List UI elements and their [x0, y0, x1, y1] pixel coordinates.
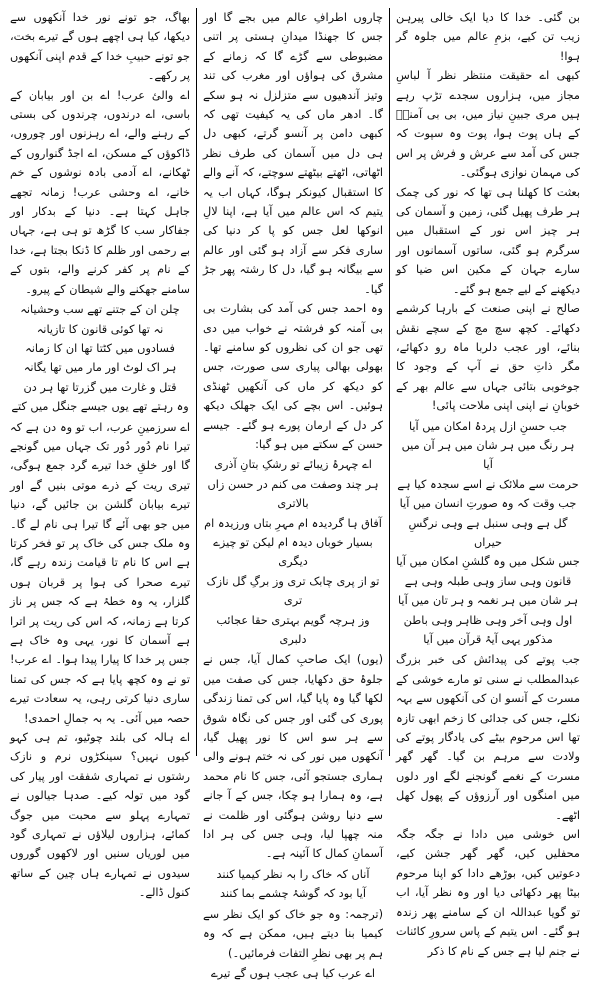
- verse-line: آناں کہ خاک را بہ نظر کیمیا کنند: [216, 867, 370, 881]
- paragraph: کبھی اے حقیقت منتظر نظر آ لباسِ مجاز میں، ہزاروں سجدے تڑپ رہے ہیں مری جبینِ نیاز میں، بی بی آمنہؓ کے ہاں پوت ہوا، پوت وہ سپوت کہ جس کی آمد سے عرش و فرش پر اس کی مہمان نوازی ہوگئی۔: [396, 69, 580, 180]
- verse-line: جس شکل میں وہ گلشنِ امکان میں آیا: [396, 555, 580, 569]
- verse-line: ہر چند وصفت می کنم در حسن زاں بالاتری: [207, 477, 379, 511]
- paragraph: صالح نے اپنی صنعت کے بارہا کرشمے دکھائے۔ کچھ سچ مچ کے سچے نقش بنائے، اور عجب دلربا ماہ رو دکھائے، مگر ذاتِ حق نے آپ کے وجود کا جوخوبی بتائی جہاں سے عالم بھر کے خوبانِ نے اپنی اپنی ملاحت پائی!: [396, 302, 580, 413]
- paragraph: بن گئی۔ خدا کا دیا ایک خالی پیرہن زیب تن کیے، بزمِ عالم میں جلوہ گر ہوا!: [396, 11, 580, 63]
- verse-line: آیا بود کہ گوشۂ چشمے بما کنند: [219, 887, 367, 901]
- verse-line: تو از پری چابک تری وز برگِ گل نازک تری: [206, 574, 380, 608]
- verse-line: نہ تھا کوئی قانون کا تازیانہ: [36, 322, 164, 336]
- paragraph: چاروں اطرافِ عالم میں بجے گا اور جس کا جھنڈا میدانِ ہستی پر اتنی مضبوطی سے گڑے گا کہ زمانے کے مشرق کی ہواؤں اور مغرب کی تند وتیز آندھیوں سے متزلزل نہ ہو سکے گا۔ ادھر ماں کی یہ کیفیت تھی کہ کبھی دامن پر آنسو گرتے، کبھی دل ہی دل میں آسمان کی طرف نظر اٹھاتی، اٹھتے بیٹھتے سوچتے، کہ آنے والے کا استقبال کیونکر ہوگا، کہاں اب یہ یتیم کہ اس عالم میں آیا ہے، اپنا لالِ انوکھا لعل جس کو پا کر دنیا کی ساری فکر سے آزاد ہو گئی اور عالم سے بیگانہ ہو گیا، دل کا رشتہ پھر جڑ گیا۔: [203, 11, 383, 296]
- verse-line: قانون وہی ساز وہی طبلہ وہی ہے: [404, 574, 572, 588]
- verse-line: اے چہرۂ زیبائے تو رشکِ بتانِ آذری: [214, 458, 372, 472]
- paragraph: (یوں) ایک صاحبِ کمال آیا، جس نے جلوۂ حق دکھایا، جس کی صفت میں لکھا گیا وہ پایا گیا، اس کی تمنا زندگی پوری کی گئی اور جس کی نگاہ شوق سے ہر سو اس کا نور پھیل گیا، آنکھوں میں نور کی نہ ختم ہونے والی ہماری جستجو آئی، جس کا نام محمد ہے، وہ ہمارا ہو چکا، جس کے آ جانے سے دنیا روشن ہوگئی اور ظلمت نے منہ چھپا لیا، وہی جس کی ہر ادا آسمانِ کمال کا آئینہ ہے۔: [203, 653, 383, 861]
- paragraph: جب پوتے کی پیدائش کی خبر بزرگ عبدالمطلب نے سنی تو مارے خوشی کے مسرت کے آنسو ان کی آنکھوں سے بہہ نکلے، جس کی جدائی کا زخم ابھی تازہ تھا اس مرحوم بیٹے کی یادگار پوتے کی ولادت سے مرہم بن گیا۔ گھر گھر مسرت کے نغمے گونجنے لگے اور دلوں میں امنگوں اور آرزوؤں کے پھول کھل اٹھے۔: [396, 653, 580, 822]
- verse-line: حرمت سے ملائک نے اسے سجدہ کیا ہے: [397, 477, 579, 491]
- paragraph: (ترجمہ: وہ جو خاک کو ایک نظر سے کیمیا بنا دیتے ہیں، ممکن ہے کہ وہ ہم پر بھی نظرِ التفات فرمائیں۔): [203, 907, 383, 960]
- paragraph: اے ہالہ کی بلند چوٹیو، تم ہی کہو کیوں نہیں؟ سینکڑوں نرم و نازک رشتوں نے تمہاری شفقت اور پیار کی گود میں تولہ کیے۔ صدہا جیالوں نے تمہارے پہلو سے محبت میں جوگ کمائے، ہزاروں لیلاؤں نے تمہاری گود میں لوریاں سنیں اور لاکھوں گوروں سیدوں نے تمہارے ہاں چین کے ساتھ کنول ڈالے۔: [10, 731, 190, 900]
- poem-verse: [396, 417, 580, 650]
- verse-line: مذکور یہی آیۂ قرآن میں آیا: [423, 633, 553, 646]
- paragraph: اے والئ عرب! اے بن اور بیابان کے باسی، اے درندوں، چرندوں کی بستی کے رہنے والے، اے رہزنوں اور چوروں، ڈاکوؤں کے مسکن، اے اجڈ گنواروں کے ٹھکانے، اے آدمی بادہ نوشوں کے خم خانے، اے وحشی عرب! زمانہ تجھے جاہل کہتا ہے۔ دنیا کے بدکار اور جفاکار سب کا گڑھ تو ہی ہے، جہاں بے رحمی اور ظلم کا ڈنکا بجتا ہے، خدا کے نام پر کفر کرنے والے، بتوں کے سامنے جھکنے والے شیطان کے پیرو۔: [10, 88, 190, 296]
- text-column-right: [390, 8, 584, 958]
- verse-line: اے عرب کیا ہی عجب ہوں گے تیرے: [210, 966, 376, 980]
- poem-verse: [203, 455, 383, 649]
- verse-line: چلن ان کے جتنے تھے سب وحشیانہ: [20, 303, 180, 317]
- verse-line: بسیار خوباں دیدہ ام لیکن تو چیزے دیگری: [213, 535, 373, 569]
- verse-line: ہر شان میں ہر نغمہ و ہر تان میں آیا: [397, 594, 578, 608]
- verse-line: گل ہے وہی سنبل ہے وہی نرگسِ حیراں: [408, 516, 568, 549]
- text-column-left: [6, 8, 196, 900]
- verse-line: آفاق ہا گردیدہ ام مہرِ بتاں ورزیدہ ام: [204, 516, 382, 530]
- verse-line: اول وہی آخر وہی ظاہر وہی باطن: [403, 613, 573, 627]
- verse-line: ہر رنگ میں ہر شان میں ہر آن میں آیا: [401, 438, 575, 472]
- verse-line: قتل و غارت میں گزرتا تھا ہر دن: [23, 380, 177, 394]
- paragraph: بھاگ، جو تونے نور خدا آنکھوں سے دیکھا، کیا ہی اچھے ہوں گے تیرے بخت، جو تونے حبیبِ خدا کے قدم اپنی آنکھوں پر رکھے۔: [10, 11, 190, 83]
- verse-line: جب وقت کہ وہ صورتِ انسان میں آیا: [399, 497, 577, 511]
- verse-line: وز ہرچہ گویم بہتری حقا عجائب دلبری: [216, 613, 370, 646]
- paragraph: اس خوشی میں دادا نے جگہ جگہ محفلیں کیں، گھر گھر جشن کیے، دعوتیں کیں، بوڑھے دادا کو اپنا مرحوم بیٹا پھر دکھائی دیا اور وہ نظر آیا، اب تو گویا عبداللہ ان کے سامنے پھر زندہ ہو گئے۔ اس یتیم کے پاس سرورِ کائنات نے جنم لیا ہے جس کے نام کا ذکر: [396, 828, 580, 958]
- poem-verse: [203, 865, 383, 904]
- verse-line: جب حسنِ ازل پردۂ امکان میں آیا: [408, 419, 568, 433]
- verse-line: وہ رہتے تھے یوں جیسے جنگل میں کتے: [11, 400, 189, 414]
- poem-verse: [10, 300, 190, 416]
- verse-line: فسادوں میں کٹتا تھا ان کا زمانہ: [25, 341, 175, 355]
- verse-line: ہر اک لوٹ اور مار میں تھا یگانہ: [23, 361, 177, 375]
- paragraph: وہ احمد جس کی آمد کی بشارت بی بی آمنہ کو فرشتہ نے خواب میں دی تھی جو ان کی نظروں کو سامنے تھا۔ بھولی بھالی پیاری سی صورت، جس کو دیکھ کر ماں کی آنکھیں ٹھنڈی ہوئیں۔ اس بچے کی ایک جھلک دیکھ کر دل کے ارمان پورے ہو گئے۔ جیسے حسن کے سکتے میں ہو گیا:: [203, 302, 383, 451]
- paragraph: بعثت کا کھلنا ہی تھا کہ نور کی چمک ہر طرف پھیل گئی، زمین و آسمان کی ہر چیز اس نور کے استقبال میں سرگرم ہو گئی، ساتوں آسمانوں اور سارے جہان کے مکین اس ضیا کو دیکھنے کے لیے جمع ہو گئے۔: [396, 185, 580, 296]
- paragraph: اے سرزمینِ عرب، اب تو وہ دن ہے کہ تیرا نام دُور دُور تک جہاں میں گونجے گا اور خلقِ خدا تیرے گرد جمع ہوگی، تیری ریت کے ذرے موتی بنیں گے اور تیرے بیابان گلشن بن جائیں گے، دنیا میں جو بھی آئے گا تیرا ہی نام لے گا۔ وہ ملک جس کی خاک پر تو فخر کرتا ہے اس کا نام تا قیامت زندہ رہے گا، تیرے صحرا کی ہوا پر قربان ہوں گلزار، یہ وہ خطۂ ہے کہ جس پر ناز کرتا ہے زمانہ، کہ اس کی ریت پر اترا ہے آسمان کا نور، یہی وہ خاک ہے جس پر خدا کا پیارا پیدا ہوا۔ اے عرب! تو نے وہ کچھ پایا ہے کہ جس کی تمنا ساری دنیا کرتی رہی، یہ سعادت تیرے حصہ میں آئی۔ یہ بہ جمالِ احمدی!: [10, 420, 190, 725]
- text-column-middle: [196, 8, 390, 980]
- poem-verse: [203, 964, 383, 983]
